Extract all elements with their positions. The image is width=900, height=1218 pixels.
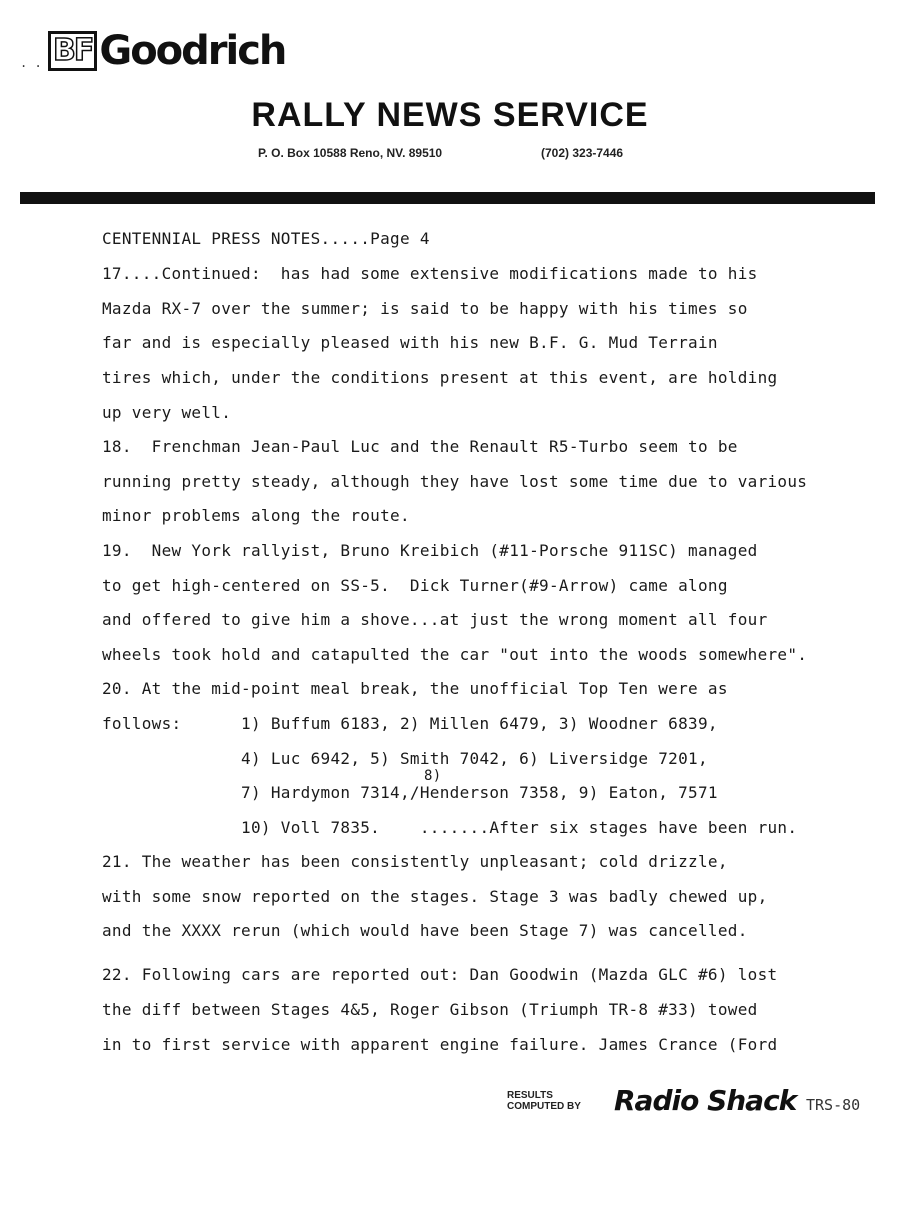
body-line: with some snow reported on the stages. Stage 3 was badly chewed up, <box>102 887 768 906</box>
body-line: in to first service with apparent engine failure. James Crance (Ford <box>102 1035 778 1054</box>
page-heading: CENTENNIAL PRESS NOTES.....Page 4 <box>102 229 430 248</box>
body-line: to get high-centered on SS-5. Dick Turner(#9-Arrow) came along <box>102 576 728 595</box>
header-rule <box>20 192 875 204</box>
body-line: up very well. <box>102 403 232 422</box>
body-line: follows: 1) Buffum 6183, 2) Millen 6479, 3) Woodner 6839, <box>102 714 718 733</box>
bfgoodrich-logo <box>48 28 285 74</box>
body-line: 21. The weather has been consistently unpleasant; cold drizzle, <box>102 852 728 871</box>
body-line: 19. New York rallyist, Bruno Kreibich (#11-Porsche 911SC) managed <box>102 541 758 560</box>
body-line: 7) Hardymon 7314,/Henderson 7358, 9) Eaton, 7571 <box>102 783 718 802</box>
trs-80-label: TRS-80 <box>806 1096 861 1114</box>
phone-number: (702) 323-7446 <box>541 146 624 160</box>
results-line-1: RESULTS <box>507 1090 553 1101</box>
body-line: tires which, under the conditions present at this event, are holding <box>102 368 778 387</box>
body-line: and offered to give him a shove...at just the wrong moment all four <box>102 610 768 629</box>
results-line-2: COMPUTED BY <box>507 1101 581 1112</box>
body-line: the diff between Stages 4&5, Roger Gibson (Triumph TR-8 #33) towed <box>102 1000 758 1019</box>
body-line: minor problems along the route. <box>102 506 410 525</box>
body-line: and the XXXX rerun (which would have been Stage 7) was cancelled. <box>102 921 748 940</box>
body-line: 18. Frenchman Jean-Paul Luc and the Renault R5-Turbo seem to be <box>102 437 738 456</box>
body-line: 4) Luc 6942, 5) Smith 7042, 6) Liversidge 7201, <box>102 749 708 768</box>
radio-shack-logo: Radio Shack <box>614 1084 797 1117</box>
handwritten-insert-mark: 8) <box>424 768 442 784</box>
body-line: wheels took hold and catapulted the car "out into the woods somewhere". <box>102 645 808 664</box>
scan-specks: . . <box>20 56 42 70</box>
logo-word: Goodrich <box>99 28 286 74</box>
body-line: far and is especially pleased with his new B.F. G. Mud Terrain <box>102 333 718 352</box>
body-line: 22. Following cars are reported out: Dan Goodwin (Mazda GLC #6) lost <box>102 965 778 984</box>
body-line: Mazda RX-7 over the summer; is said to be happy with his times so <box>102 299 748 318</box>
body-line: 20. At the mid-point meal break, the unofficial Top Ten were as <box>102 679 728 698</box>
body-line: 10) Voll 7835. .......After six stages have been run. <box>102 818 798 837</box>
body-line: 17....Continued: has had some extensive modifications made to his <box>102 264 758 283</box>
body-line: running pretty steady, although they have lost some time due to various <box>102 472 808 491</box>
logo-mark: BF <box>48 31 97 71</box>
page-title: RALLY NEWS SERVICE <box>251 96 649 134</box>
mailing-address: P. O. Box 10588 Reno, NV. 89510 <box>258 146 443 160</box>
results-caption <box>507 1090 581 1112</box>
